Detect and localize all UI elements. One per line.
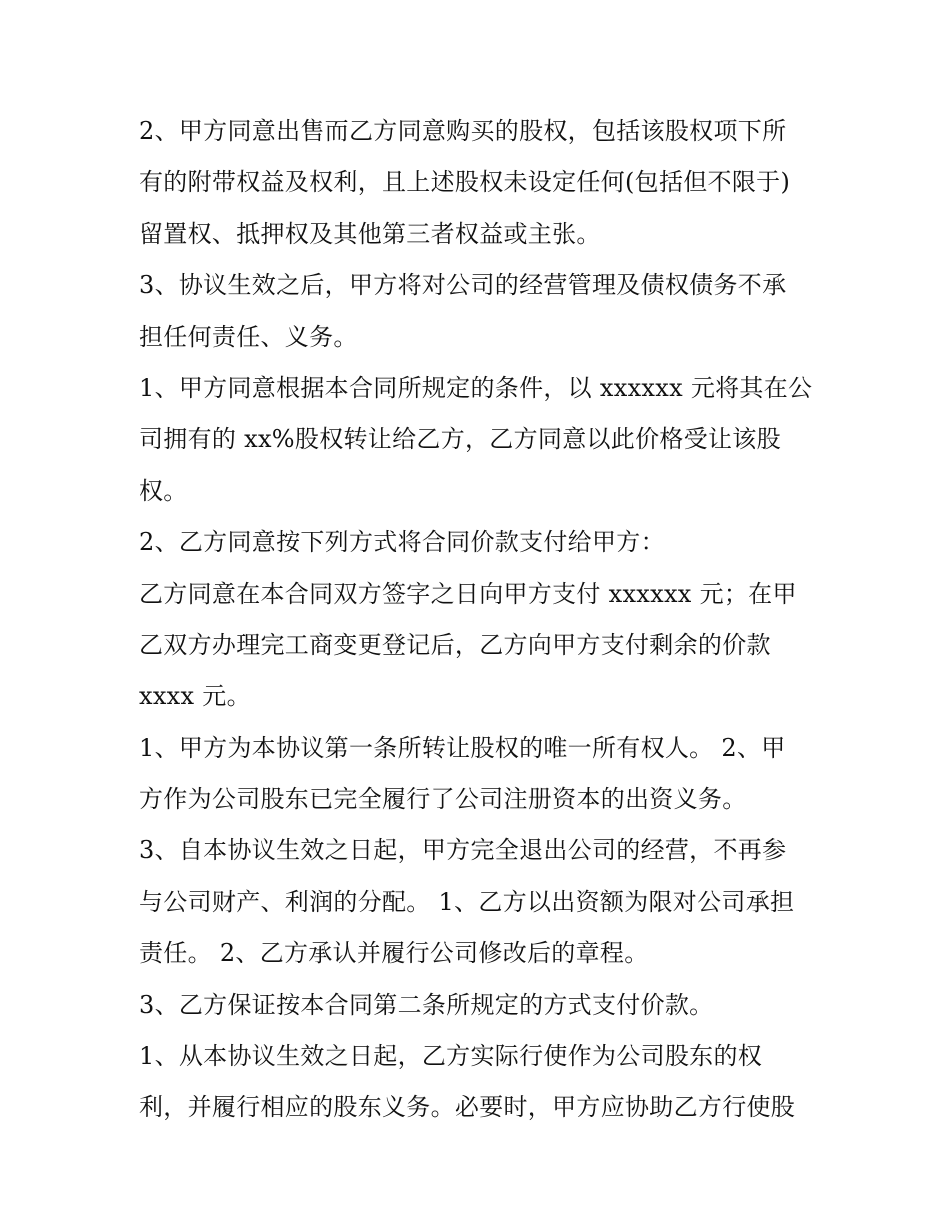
text-line: 与公司财产、利润的分配。 1、乙方以出资额为限对公司承担 [139,887,795,916]
text-line: 1、甲方为本协议第一条所转让股权的唯一所有权人。 2、甲 [139,733,786,762]
text-line: 留置权、抵押权及其他第三者权益或主张。 [139,219,601,248]
document-body [139,106,829,1134]
text-line: 乙方同意在本合同双方签字之日向甲方支付 xxxxxx 元；在甲 [139,579,797,608]
text-line: 权。 [139,476,188,505]
text-line: 利，并履行相应的股东义务。必要时，甲方应协助乙方行使股 [139,1093,796,1122]
text-line: 担任何责任、义务。 [139,322,358,351]
text-line: xxxx 元。 [139,682,251,711]
text-line: 1、从本协议生效之日起，乙方实际行使作为公司股东的权 [139,1042,763,1071]
text-line: 3、协议生效之后，甲方将对公司的经营管理及债权债务不承 [139,271,787,300]
text-line: 乙双方办理完工商变更登记后，乙方向甲方支付剩余的价款 [139,630,771,659]
text-line: 1、甲方同意根据本合同所规定的条件，以 xxxxxx 元将其在公 [139,373,813,402]
text-line: 3、乙方保证按本合同第二条所规定的方式支付价款。 [139,990,714,1019]
text-line: 3、自本协议生效之日起，甲方完全退出公司的经营，不再参 [139,836,787,865]
text-line: 有的附带权益及权利，且上述股权未设定任何(包括但不限于) [139,168,791,197]
text-line: 司拥有的 xx%股权转让给乙方，乙方同意以此价格受让该股 [139,425,781,454]
text-line: 方作为公司股东已完全履行了公司注册资本的出资义务。 [139,785,747,814]
text-line: 2、乙方同意按下列方式将合同价款支付给甲方： [139,528,665,557]
text-line: 2、甲方同意出售而乙方同意购买的股权，包括该股权项下所 [139,117,787,145]
text-line: 责任。 2、乙方承认并履行公司修改后的章程。 [139,939,649,968]
